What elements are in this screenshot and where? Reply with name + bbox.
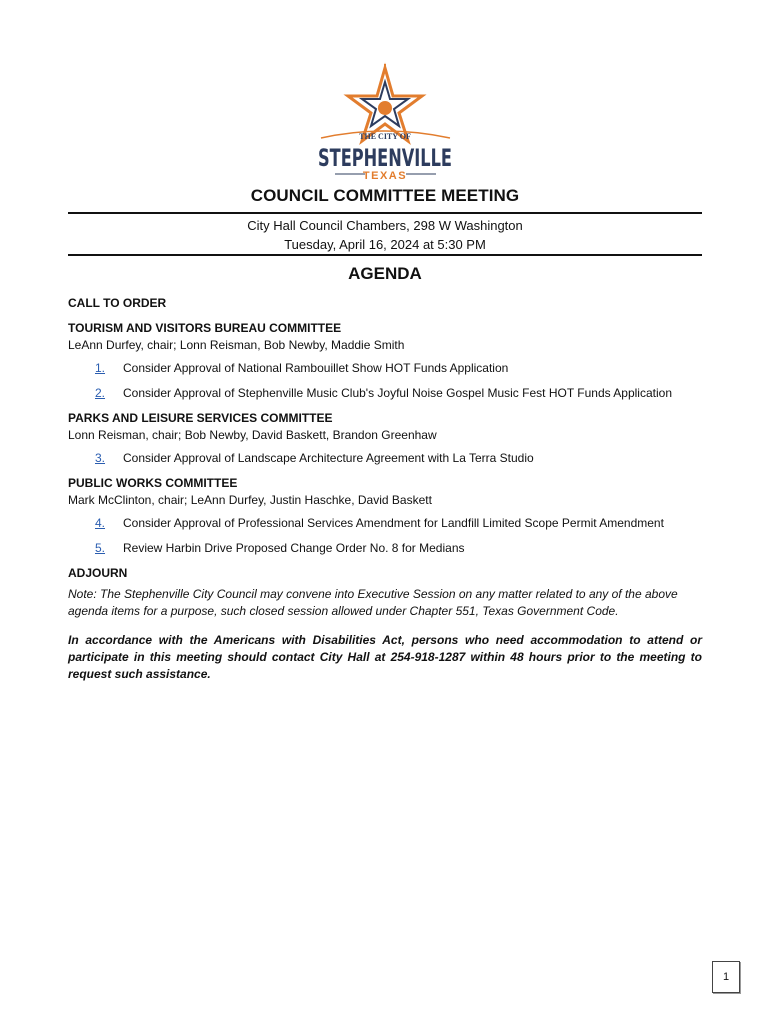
agenda-item-text: Consider Approval of Stephenville Music Club's Joyful Noise Gospel Music Fest HOT Funds Application: [123, 386, 672, 400]
divider-bottom: [68, 254, 702, 256]
meeting-location: City Hall Council Chambers, 298 W Washington: [247, 218, 523, 233]
agenda-item-link[interactable]: 4.: [95, 516, 106, 530]
agenda-item-link[interactable]: 3.: [95, 451, 106, 465]
agenda-item-link[interactable]: 5.: [95, 541, 106, 555]
committee-tourism: [68, 320, 702, 401]
logo-line1: THE CITY OF: [359, 132, 411, 141]
agenda-item-text: Consider Approval of Landscape Architecture Agreement with La Terra Studio: [123, 451, 534, 465]
star-icon: [348, 64, 422, 141]
agenda-item-text: Review Harbin Drive Proposed Change Order No. 8 for Medians: [123, 541, 465, 555]
logo-line3: TEXAS: [362, 170, 408, 182]
agenda-item-link[interactable]: 1.: [95, 361, 106, 375]
committee-members: Mark McClinton, chair; LeAnn Durfey, Justin Haschke, David Baskett: [68, 493, 432, 507]
committee-members: Lonn Reisman, chair; Bob Newby, David Baskett, Brandon Greenhaw: [68, 428, 437, 442]
committee-name: TOURISM AND VISITORS BUREAU COMMITTEE: [68, 321, 342, 335]
committee-members: LeAnn Durfey, chair; Lonn Reisman, Bob Newby, Maddie Smith: [68, 338, 405, 352]
agenda-item: [68, 540, 702, 556]
page-number: 1: [712, 961, 740, 993]
committee-name: PARKS AND LEISURE SERVICES COMMITTEE: [68, 411, 333, 425]
executive-session-note: Note: The Stephenville City Council may convene into Executive Session on any matter related to any of the above agenda items for a purpose, such closed session allowed under Chapter 551, Texas Government Code.: [68, 587, 678, 618]
call-to-order: CALL TO ORDER: [68, 296, 167, 310]
adjourn: ADJOURN: [68, 566, 128, 580]
agenda-item-link[interactable]: 2.: [95, 386, 106, 400]
committee-parks: [68, 410, 702, 466]
agenda-item-text: Consider Approval of National Rambouillet Show HOT Funds Application: [123, 361, 509, 375]
agenda-item: [68, 515, 702, 531]
page-title: COUNCIL COMMITTEE MEETING: [250, 186, 520, 205]
agenda-item-text: Consider Approval of Professional Services Amendment for Landfill Limited Scope Permit Amendment: [123, 516, 664, 530]
agenda-item: [68, 450, 702, 466]
city-logo: [313, 66, 458, 188]
agenda-body: [68, 295, 702, 683]
committee-name: PUBLIC WORKS COMMITTEE: [68, 476, 238, 490]
agenda-item: [68, 385, 702, 401]
ada-notice: In accordance with the Americans with Disabilities Act, persons who need accommodation to attend or participate in this meeting should contact City Hall at 254-918-1287 within 48 hours prior to the meeting to request such assistance.: [68, 633, 702, 681]
committee-public-works: [68, 475, 702, 556]
agenda-heading: AGENDA: [348, 264, 422, 283]
meeting-datetime: Tuesday, April 16, 2024 at 5:30 PM: [284, 237, 486, 252]
divider-top: [68, 212, 702, 214]
logo-line2: STEPHENVILLE: [318, 144, 452, 172]
agenda-item: [68, 360, 702, 376]
